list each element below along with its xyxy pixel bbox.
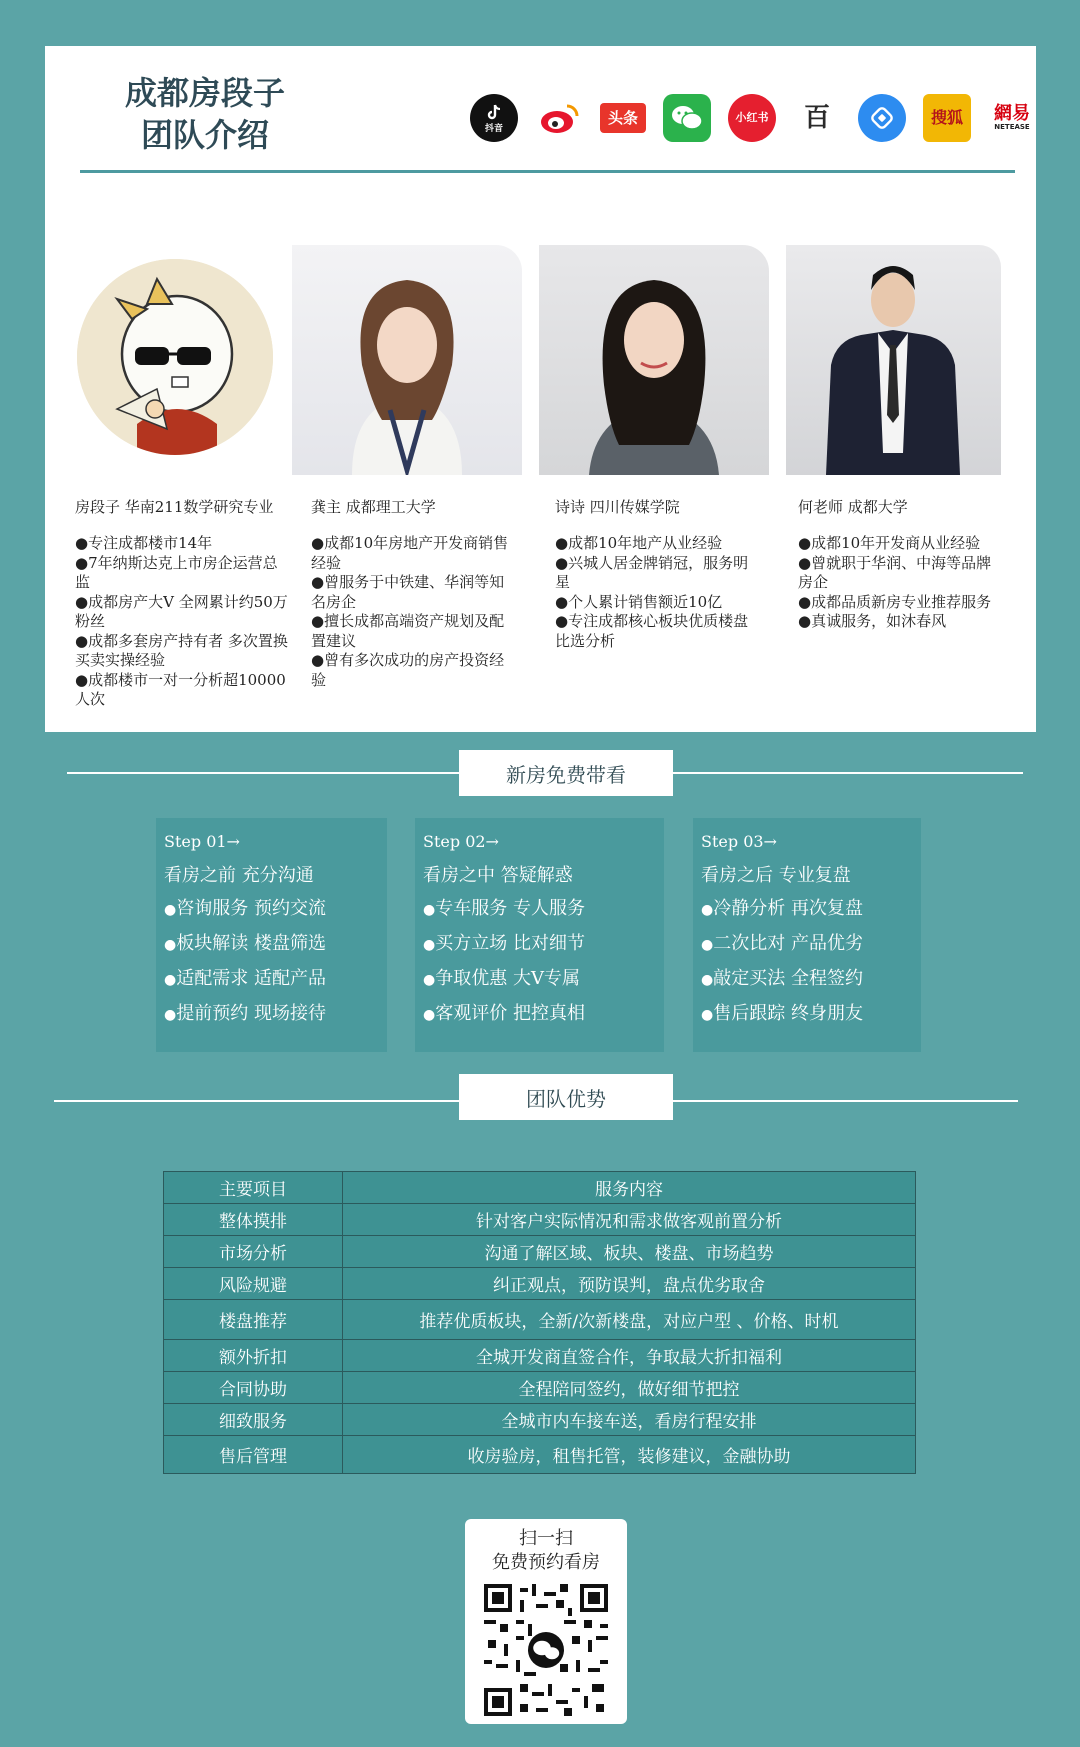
wechat-icon[interactable]	[663, 94, 711, 142]
table-cell-content: 收房验房，租售托管，装修建议，金融协助	[343, 1436, 916, 1474]
step-item: ● 适配需求 适配产品	[164, 962, 379, 997]
step-label: Step 02→	[423, 832, 499, 851]
member-3-bullet: ● 成都10年地产从业经验	[555, 534, 755, 554]
member-3-bullet: ● 个人累计销售额近10亿	[555, 593, 755, 613]
step-item: ● 买方立场 比对细节	[423, 927, 656, 962]
table-cell-content: 针对客户实际情况和需求做客观前置分析	[343, 1204, 916, 1236]
social-icons-row	[470, 88, 1036, 148]
member-1-name: 房段子 华南211数学研究专业	[75, 498, 274, 516]
step-item: ● 板块解读 楼盘筛选	[164, 927, 379, 962]
member-3-bullet: ● 专注成都核心板块优质楼盘比选分析	[555, 612, 755, 651]
member-1-bullet: ● 7年纳斯达克上市房企运营总监	[75, 554, 290, 593]
title-line-2: 团队介绍	[140, 116, 269, 154]
title-line-1: 成都房段子	[124, 74, 285, 112]
step-label: Step 03→	[701, 832, 777, 851]
member-1-bullet: ● 成都房产大V 全网累计约50万粉丝	[75, 593, 290, 632]
team-card	[45, 46, 1036, 732]
step-heading: 看房之后 专业复盘	[701, 865, 851, 886]
table-header-cell: 服务内容	[343, 1172, 916, 1204]
step-item: ● 咨询服务 预约交流	[164, 892, 379, 927]
member-3-name: 诗诗 四川传媒学院	[555, 498, 680, 516]
step-item: ● 争取优惠 大V专属	[423, 962, 656, 997]
member-2-bullet: ● 曾有多次成功的房产投资经验	[311, 651, 511, 690]
member-1-bullet: ● 专注成都楼市14年	[75, 534, 290, 554]
table-cell-item: 风险规避	[164, 1268, 343, 1300]
member-2-bullet: ● 曾服务于中铁建、华润等知名房企	[311, 573, 511, 612]
table-header-cell: 主要项目	[164, 1172, 343, 1204]
advantages-table	[163, 1171, 916, 1474]
photo-member-4	[786, 245, 1001, 475]
step-item: ● 冷静分析 再次复盘	[701, 892, 913, 927]
member-4-name: 何老师 成都大学	[798, 498, 908, 516]
member-2-bullet: ● 擅长成都高端资产规划及配置建议	[311, 612, 511, 651]
qr-caption-line-1: 扫一扫	[519, 1528, 573, 1549]
table-cell-item: 楼盘推荐	[164, 1300, 343, 1340]
table-row	[164, 1300, 916, 1340]
netease-sub: NETEASE	[994, 122, 1030, 131]
qr-card[interactable]	[465, 1519, 627, 1724]
step-item: ● 提前预约 现场接待	[164, 997, 379, 1032]
table-row	[164, 1340, 916, 1372]
table-cell-content: 全城开发商直签合作，争取最大折扣福利	[343, 1340, 916, 1372]
table-cell-item: 额外折扣	[164, 1340, 343, 1372]
step-card-3	[693, 818, 921, 1052]
table-cell-item: 整体摸排	[164, 1204, 343, 1236]
avatar-cartoon	[77, 259, 273, 455]
member-1-bullet: ● 成都多套房产持有者 多次置换买卖实操经验	[75, 632, 290, 671]
step-item: ● 客观评价 把控真相	[423, 997, 656, 1032]
table-cell-item: 市场分析	[164, 1236, 343, 1268]
table-row	[164, 1236, 916, 1268]
douyin-label: 抖音	[484, 123, 503, 134]
section-title-advantages: 团队优势	[459, 1074, 673, 1120]
title-divider	[80, 170, 1015, 173]
toutiao-label: 头条	[607, 109, 638, 127]
member-4-bullets	[798, 534, 998, 632]
step-item: ● 敲定买法 全程签约	[701, 962, 913, 997]
section-title-free-viewing: 新房免费带看	[459, 750, 673, 796]
table-cell-content: 全程陪同签约，做好细节把控	[343, 1372, 916, 1404]
photo-member-3	[539, 245, 769, 475]
table-row	[164, 1204, 916, 1236]
table-cell-content: 全城市内车接车送，看房行程安排	[343, 1404, 916, 1436]
member-4-bullet: ● 成都10年开发商从业经验	[798, 534, 998, 554]
step-item: ● 二次比对 产品优劣	[701, 927, 913, 962]
table-cell-item: 售后管理	[164, 1436, 343, 1474]
page-title	[95, 72, 315, 156]
table-cell-content: 推荐优质板块，全新/次新楼盘，对应户型 、价格、时机	[343, 1300, 916, 1340]
member-2-bullet: ● 成都10年房地产开发商销售经验	[311, 534, 511, 573]
photo-member-2	[292, 245, 522, 475]
baijiahao-icon[interactable]	[793, 94, 841, 142]
step-heading: 看房之中 答疑解惑	[423, 865, 573, 886]
sohu-icon[interactable]	[923, 94, 971, 142]
xiaohongshu-label: 小红书	[735, 111, 769, 124]
member-2-name: 龚主 成都理工大学	[311, 498, 436, 516]
step-label: Step 01→	[164, 832, 240, 851]
member-4-bullet: ● 曾就职于华润、中海等品牌房企	[798, 554, 998, 593]
baijiahao-label: 百	[803, 103, 830, 133]
member-2-bullets	[311, 534, 511, 690]
table-cell-item: 合同协助	[164, 1372, 343, 1404]
member-3-bullets	[555, 534, 755, 651]
step-heading: 看房之前 充分沟通	[164, 865, 314, 886]
netease-label: 網易	[994, 102, 1030, 124]
table-cell-content: 沟通了解区域、板块、楼盘、市场趋势	[343, 1236, 916, 1268]
sohu-label: 搜狐	[930, 108, 963, 127]
member-4-bullet: ● 成都品质新房专业推荐服务	[798, 593, 998, 613]
step-item: ● 售后跟踪 终身朋友	[701, 997, 913, 1032]
netease-icon[interactable]	[988, 94, 1036, 142]
table-row	[164, 1436, 916, 1474]
member-3-bullet: ● 兴城人居金牌销冠，服务明星	[555, 554, 755, 593]
step-item: ● 专车服务 专人服务	[423, 892, 656, 927]
table-cell-content: 纠正观点，预防误判，盘点优劣取舍	[343, 1268, 916, 1300]
step-card-2	[415, 818, 664, 1052]
qr-caption-line-2: 免费预约看房	[492, 1552, 600, 1573]
weibo-icon[interactable]	[535, 94, 583, 142]
table-header-row	[164, 1172, 916, 1204]
member-1-bullets	[75, 534, 290, 710]
table-row	[164, 1372, 916, 1404]
table-row	[164, 1268, 916, 1300]
xiaohongshu-icon[interactable]	[728, 94, 776, 142]
member-1-bullet: ● 成都楼市一对一分析超10000人次	[75, 671, 290, 710]
table-cell-item: 细致服务	[164, 1404, 343, 1436]
qr-caption	[465, 1519, 627, 1575]
douyin-icon[interactable]	[470, 94, 518, 142]
member-4-bullet: ● 真诚服务，如沐春风	[798, 612, 998, 632]
table-row	[164, 1404, 916, 1436]
app-icon[interactable]	[858, 94, 906, 142]
toutiao-icon[interactable]	[600, 103, 646, 133]
qr-code[interactable]	[484, 1583, 608, 1717]
step-card-1	[156, 818, 387, 1052]
